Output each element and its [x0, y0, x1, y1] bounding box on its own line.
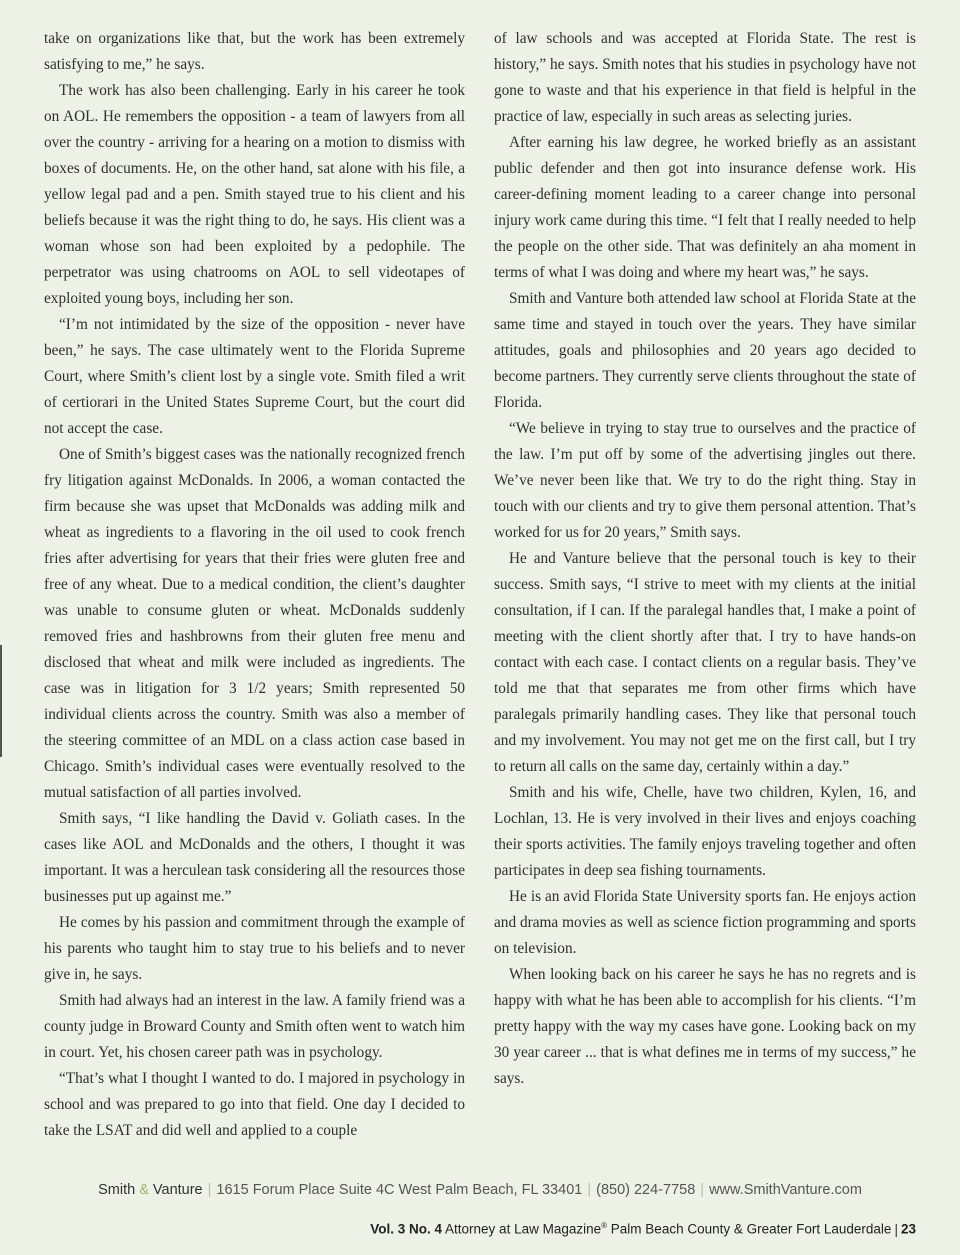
paragraph-continued: of law schools and was accepted at Florida State. The rest is history,” he says. Smith notes that his studies in psychology have not gone to waste and that his experience in that field is helpful in the practice of law, especially in such areas as selecting juries.	[494, 30, 916, 125]
paragraph: Smith says, “I like handling the David v. Goliath cases. In the cases like AOL and McDonalds and the others, I thought it was important. It was a herculean task considering all the resources those businesses put up against me.”	[44, 810, 465, 905]
page-number: 23	[900, 1221, 916, 1237]
article-right-column	[494, 26, 916, 1092]
firm-address: 1615 Forum Place Suite 4C West Palm Beach, FL 33401	[216, 1182, 583, 1198]
firm-name: Smith & Vanture	[98, 1182, 203, 1198]
firm-phone: (850) 224-7758	[596, 1182, 696, 1198]
paragraph: After earning his law degree, he worked briefly as an assistant public defender and then got into insurance defense work. His career-defining moment leading to a career change into personal injury work came during this time. “I felt that I really needed to help the people on the other side. That was definitely an aha moment in terms of what I was doing and where my heart was,” he says.	[494, 134, 916, 281]
footer-contact-line	[0, 1182, 960, 1198]
paragraph: He comes by his passion and commitment through the example of his parents who taught him to stay true to his beliefs and to never give in, he says.	[44, 914, 465, 983]
paragraph: “That’s what I thought I wanted to do. I majored in psychology in school and was prepared to go into that field. One day I decided to take the LSAT and did well and applied to a couple	[44, 1070, 465, 1139]
separator: |	[207, 1182, 212, 1198]
separator: |	[700, 1182, 705, 1198]
firm-ampersand: &	[139, 1182, 149, 1198]
footer-issue-line	[370, 1221, 916, 1237]
paragraph: The work has also been challenging. Early in his career he took on AOL. He remembers the opposition - a team of lawyers from all over the country - arriving for a hearing on a motion to dismiss with boxes of documents. He, on the other hand, sat alone with his file, a yellow legal pad and a pen. Smith stayed true to his client and his beliefs because it was the right thing to do, he says. His client was a woman whose son had been exploited by a pedophile. The perpetrator was using chatrooms on AOL to sell videotapes of exploited young boys, including her son.	[44, 82, 465, 307]
separator: |	[894, 1221, 898, 1237]
margin-rule	[0, 645, 2, 757]
paragraph: When looking back on his career he says he has no regrets and is happy with what he has been able to accomplish for his clients. “I’m pretty happy with the way my cases have gone. Looking back on my 30 year career ... that is what defines me in terms of my success,” he says.	[494, 966, 916, 1087]
paragraph: One of Smith’s biggest cases was the nationally recognized french fry litigation against McDonalds. In 2006, a woman contacted the firm because she was upset that McDonalds was adding milk and wheat as ingredients to a flavoring in the oil used to cook french fries after advertising for years that their fries were gluten free and free of any wheat. Due to a medical condition, the client’s daughter was unable to consume gluten or wheat. McDonalds suddenly removed fries and hashbrowns from their gluten free menu and disclosed that wheat and milk were included as ingredients. The case was in litigation for 3 1/2 years; Smith represented 50 individual clients across the country. Smith was also a member of the steering committee of an MDL on a class action case based in Chicago. Smith’s individual cases were eventually resolved to the mutual satisfaction of all parties involved.	[44, 446, 465, 801]
paragraph: Smith had always had an interest in the law. A family friend was a county judge in Broward County and Smith often went to watch him in court. Yet, his chosen career path was in psychology.	[44, 992, 465, 1061]
paragraph: “I’m not intimidated by the size of the opposition - never have been,” he says. The case ultimately went to the Florida Supreme Court, where Smith’s client lost by a single vote. Smith filed a writ of certiorari in the United States Supreme Court, but the court did not accept the case.	[44, 316, 465, 437]
paragraph: “We believe in trying to stay true to ourselves and the practice of the law. I’m put off by some of the advertising jingles out there. We’ve never been like that. We try to do the right thing. Stay in touch with our clients and try to give them personal attention. That’s worked for us for 20 years,” Smith says.	[494, 420, 916, 541]
paragraph-continued: take on organizations like that, but the work has been extremely satisfying to me,” he says.	[44, 30, 465, 73]
paragraph: He and Vanture believe that the personal touch is key to their success. Smith says, “I strive to meet with my clients at the initial consultation, if I can. If the paralegal handles that, I make a point of meeting with the client shortly after that. I try to have hands-on contact with each case. I contact clients on a regular basis. They’ve told me that that separates me from other firms which have paralegals primarily handling cases. They like that personal touch and my involvement. You may not get me on the first call, but I try to return all calls on the same day, certainly within a day.”	[494, 550, 916, 775]
article-left-column	[44, 26, 465, 1144]
separator: |	[587, 1182, 592, 1198]
magazine-edition: Palm Beach County & Greater Fort Lauderdale	[610, 1221, 892, 1237]
paragraph: Smith and his wife, Chelle, have two children, Kylen, 16, and Lochlan, 13. He is very involved in their lives and enjoys coaching their sports activities. The family enjoys traveling together and often participates in deep sea fishing tournaments.	[494, 784, 916, 879]
paragraph: Smith and Vanture both attended law school at Florida State at the same time and stayed in touch over the years. They have similar attitudes, goals and philosophies and 20 years ago decided to become partners. They currently serve clients throughout the state of Florida.	[494, 290, 916, 411]
registered-mark: ®	[601, 1221, 608, 1230]
firm-website[interactable]: www.SmithVanture.com	[709, 1182, 862, 1198]
paragraph: He is an avid Florida State University sports fan. He enjoys action and drama movies as well as science fiction programming and sports on television.	[494, 888, 916, 957]
magazine-name: Attorney at Law Magazine	[445, 1221, 602, 1237]
issue-number: Vol. 3 No. 4	[370, 1221, 443, 1237]
